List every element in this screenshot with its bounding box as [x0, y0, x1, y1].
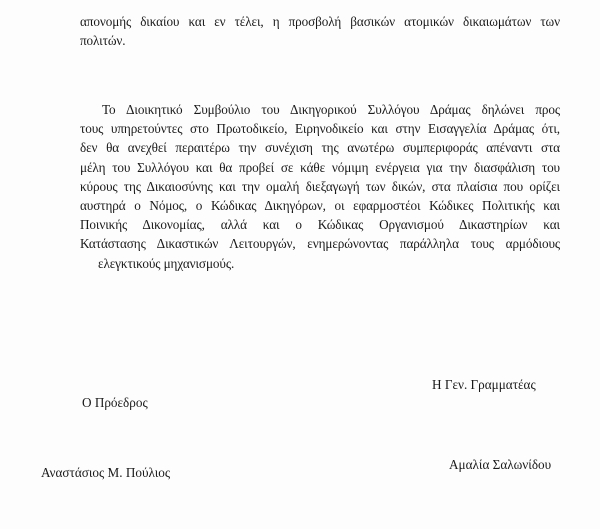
paragraph-line: ελεγκτικούς μηχανισμούς. [98, 255, 235, 271]
paragraph-line: κύρους της Δικαιοσύνης και την ομαλή διεξαγωγή των δικών, στα πλαίσια που ορίζει [80, 178, 560, 194]
paragraph-line: Κατάστασης Δικαστικών Λειτουργών, ενημερώνοντας παράλληλα τους αρμόδιους [80, 236, 560, 252]
paragraph-line: Ποινικής Δικονομίας, αλλά και ο Κώδικας Οργανισμού Δικαστηρίων και [80, 217, 560, 233]
paragraph-declaration [80, 100, 560, 273]
paragraph-line: μέλη του Συλλόγου και θα προβεί σε κάθε νόμιμη ενέργεια για την διασφάλιση του [80, 159, 560, 175]
paragraph-line: τους υπηρετούντες στο Πρωτοδικείο, Ειρηνοδικείο και στην Εισαγγελία Δράμας ότι, [80, 121, 560, 137]
secretary-name: Αμαλία Σαλωνίδου [449, 457, 552, 472]
paragraph-line: απονομής δικαίου και εν τέλει, η προσβολή βασικών ατομικών δικαιωμάτων των [80, 14, 560, 29]
president-title: Ο Πρόεδρος [82, 395, 148, 410]
secretary-title: Η Γεν. Γραμματέας [432, 377, 536, 392]
president-name: Αναστάσιος Μ. Πούλιος [41, 465, 171, 480]
paragraph-line: Το Διοικητικό Συμβούλιο του Δικηγορικού Συλλόγου Δράμας δηλώνει προς [102, 102, 560, 117]
paragraph-line: δεν θα ανεχθεί περαιτέρω την συνέχιση της ανωτέρω συμπεριφοράς απέναντι στα [80, 140, 560, 156]
paragraph-continuation [80, 12, 560, 50]
paragraph-line: αυστηρά ο Νόμος, ο Κώδικας Δικηγόρων, οι εφαρμοστέοι Κώδικες Πολιτικής και [80, 198, 560, 214]
paragraph-line: πολιτών. [80, 33, 126, 49]
